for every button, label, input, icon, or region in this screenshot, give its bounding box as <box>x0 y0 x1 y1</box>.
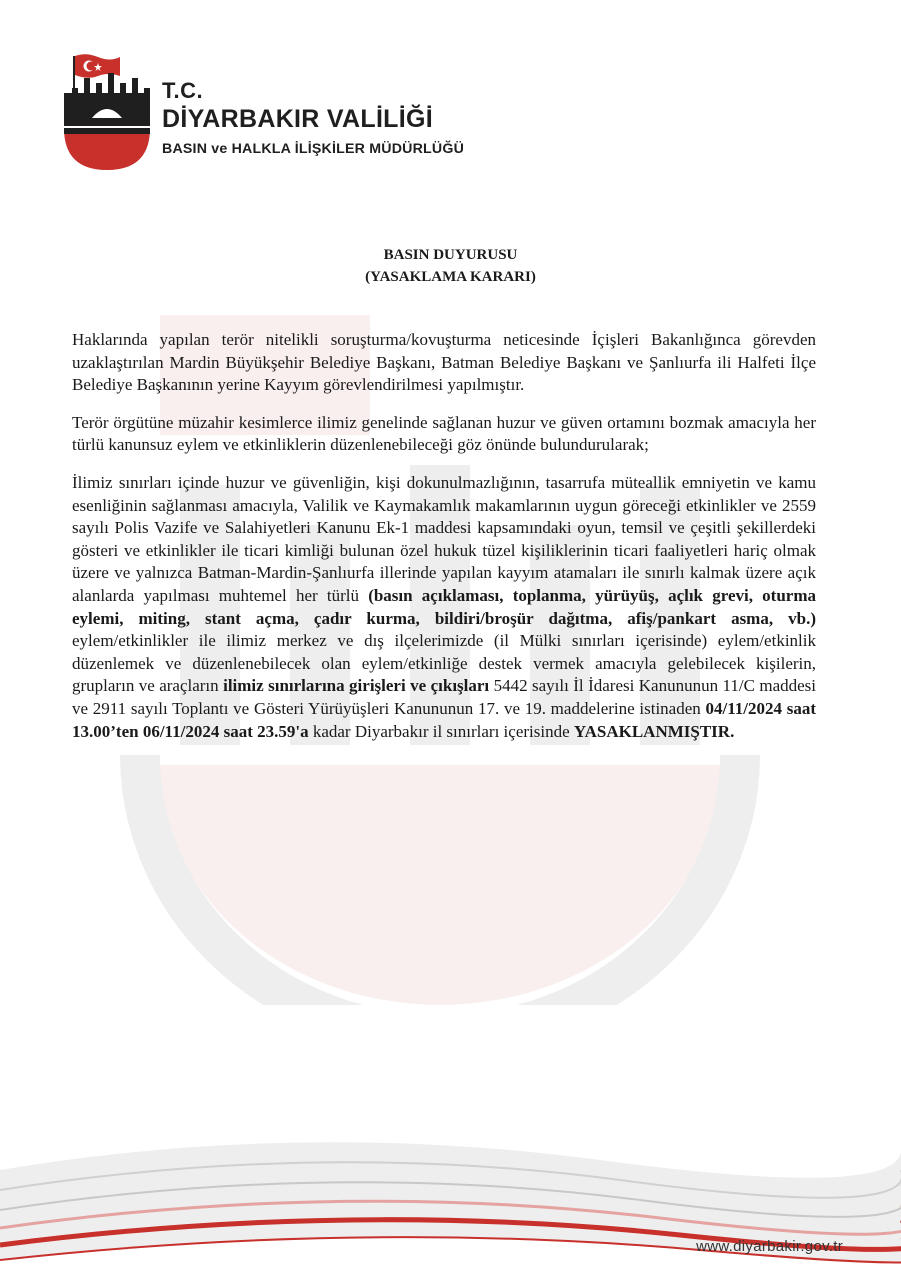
document-body <box>72 329 816 743</box>
paragraph-3 <box>72 472 816 743</box>
p3-text-c: eylem/etkinlikler ile ilimiz merkez ve dış ilçelerimizde (il Mülki sınırları içerisinde) eylem/etkinlik düzenlemek ve düzenlenebilecek olan eylem/etkinliğe destek vermek amacıyla gelebilecek kişilerin, grupların ve araçların <box>72 631 816 696</box>
department-name: BASIN ve HALKLA İLİŞKİLER MÜDÜRLÜĞÜ <box>162 141 465 157</box>
p3-bold-activities: (basın açıklaması, toplanma, yürüyüş, açlık grevi, oturma eylemi, miting, stant açma, çadır kurma, bildiri/broşür dağıtma, afiş/pankart asma, vb.) <box>72 585 816 628</box>
p3-text-e: 5442 sayılı İl İdaresi Kanununun 11/C maddesi ve 2911 sayılı Toplantı ve Gösteri Yürüyüşleri Kanununun 17. ve 19. maddelerine istinaden <box>72 676 817 718</box>
p3-text-a: İlimiz sınırları içinde huzur ve güvenliğin, kişi dokunulmazlığının, tasarrufa müteallik emniyetin ve kamu esenliğinin sağlanması amacıyla, Valilik ve Kaymakamlık makamlarının uygun göreceği etkinlikler ve 2559 sayılı Polis Vazife ve Salahiyetleri Kanunu Ek-1 maddesi kapsamındaki oyun, temsil ve çeşitli şekillerdeki gösteri ve etkinlikler ile ticari kimliği bulunan özel hukuk tüzel kişiliklerinin ticari faaliyetleri hariç olmak üzere ve yalnızca Batman-Mardin-Şanlıurfa illerinde yapılan kayyım atamaları ile sınırlı kalmak üzere açık alanlarda yapılması muhtemel her türlü <box>72 472 816 605</box>
organization-block <box>162 78 464 159</box>
p3-text-g: kadar Diyarbakır il sınırları içerisinde <box>308 721 574 741</box>
diyarbakir-logo-icon <box>62 48 152 173</box>
paragraph-1: Haklarında yapılan terör nitelikli soruşturma/kovuşturma neticesinde İçişleri Bakanlığınca görevden uzaklaştırılan Mardin Büyükşehir Belediye Başkanı, Batman Belediye Başkanı ve Şanlıurfa ili Halfeti İlçe Belediye Başkanının yerine Kayyım görevlendirilmesi yapılmıştır. <box>72 330 816 395</box>
p3-bold-date-range: 04/11/2024 saat 13.00’ten 06/11/2024 saat 23.59'a <box>72 698 816 741</box>
document-subtitle: (YASAKLAMA KARARI) <box>365 269 536 285</box>
governorship-name: DİYARBAKIR VALİLİĞİ <box>162 105 433 133</box>
tc-label: T.C. <box>162 78 204 103</box>
letterhead <box>62 48 582 178</box>
document-title: BASIN DUYURUSU <box>383 247 518 263</box>
website-url: www.diyarbakir.gov.tr <box>696 1238 843 1255</box>
p3-bold-prohibited: YASAKLANMIŞTIR. <box>573 721 735 741</box>
paragraph-2: Terör örgütüne müzahir kesimlerce ilimiz genelinde sağlanan huzur ve güven ortamını bozmak amacıyla her türlü kanunsuz eylem ve etkinliklerin düzenlenebileceği göz önünde bulundurularak; <box>72 412 816 455</box>
p3-bold-entry-exit: ilimiz sınırlarına girişleri ve çıkışları <box>223 676 490 696</box>
